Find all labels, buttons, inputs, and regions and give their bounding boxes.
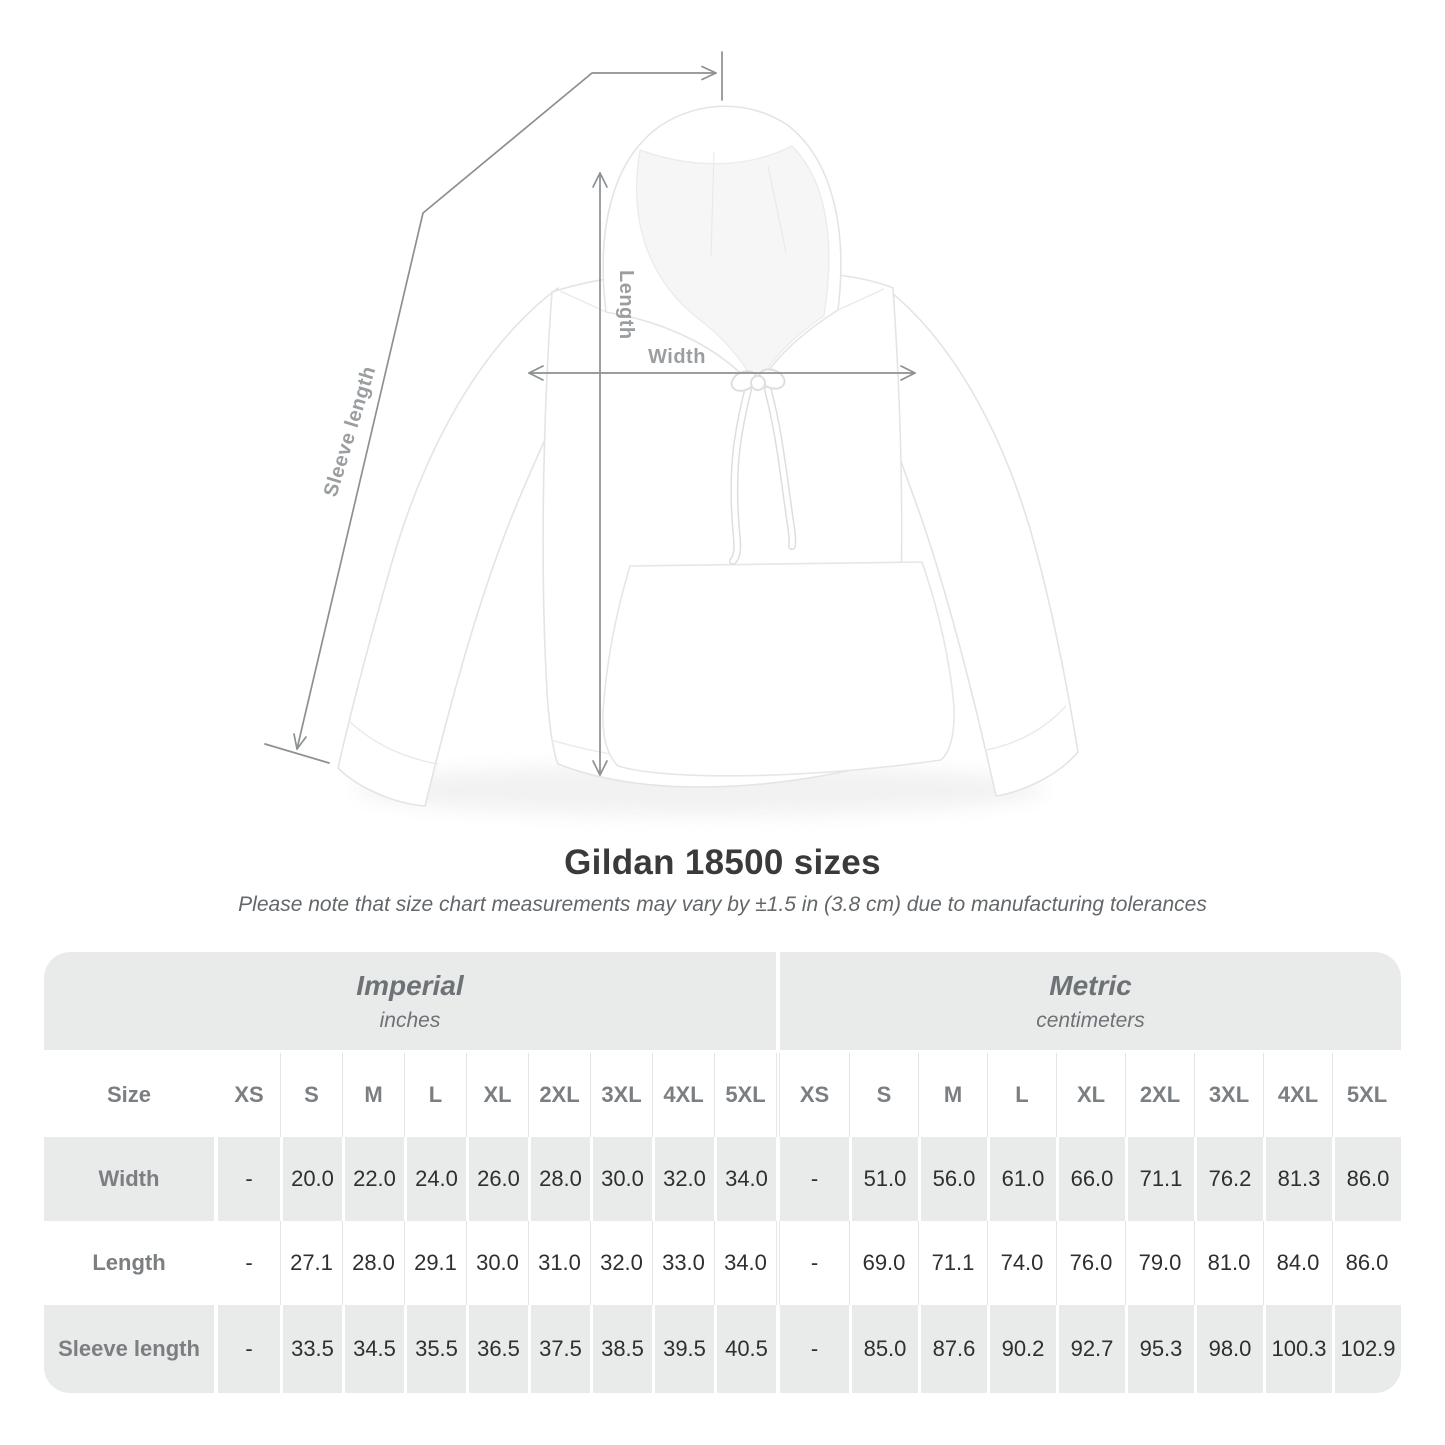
metric-value-cell-text: 98.0	[1208, 1336, 1252, 1361]
imperial-value-cell-text: 34.0	[725, 1166, 768, 1191]
imperial-value-cell-text: -	[245, 1250, 253, 1275]
imperial-value-cell	[528, 1221, 590, 1305]
metric-value-cell	[1263, 1137, 1332, 1221]
imperial-size-col-header	[466, 1053, 528, 1137]
row-label	[44, 1221, 218, 1305]
metric-value-cell-text: 84.0	[1276, 1250, 1320, 1275]
row-label	[44, 1137, 218, 1221]
metric-value-cell	[780, 1305, 849, 1393]
imperial-value-cell	[590, 1137, 652, 1221]
imperial-value-cell	[590, 1221, 652, 1305]
imperial-value-cell-text: 29.1	[414, 1250, 457, 1275]
row-label-text: Width	[98, 1166, 160, 1191]
imperial-value-cell-text: 38.5	[601, 1336, 644, 1361]
metric-value-cell-text: 81.0	[1207, 1250, 1251, 1275]
unit-group-header	[44, 952, 1401, 1050]
imperial-size-col-header-text: 5XL	[725, 1082, 766, 1107]
imperial-value-cell-text: -	[245, 1166, 253, 1191]
metric-size-col-header-text: 4XL	[1277, 1082, 1319, 1107]
metric-value-cell	[849, 1305, 918, 1393]
imperial-value-cell	[466, 1221, 528, 1305]
imperial-group-title: Imperial	[356, 969, 464, 1001]
metric-size-col-header-text: XS	[799, 1082, 830, 1107]
imperial-value-cell-text: 30.0	[601, 1166, 644, 1191]
imperial-value-cell	[280, 1137, 342, 1221]
imperial-value-cell	[466, 1305, 528, 1393]
imperial-size-col-header-text: S	[304, 1082, 319, 1107]
imperial-value-cell-text: 35.5	[415, 1336, 458, 1361]
tolerance-note: Please note that size chart measurements may vary by ±1.5 in (3.8 cm) due to manufacturing tolerances	[238, 893, 1207, 916]
hoodie-left-sleeve	[338, 288, 564, 806]
imperial-value-cell	[280, 1305, 342, 1393]
metric-value-cell	[1194, 1137, 1263, 1221]
metric-value-cell-text: 85.0	[863, 1336, 907, 1361]
imperial-value-cell-text: 28.0	[539, 1166, 582, 1191]
metric-value-cell	[1056, 1137, 1125, 1221]
imperial-size-col-header-text: 3XL	[601, 1082, 642, 1107]
measurement-row	[44, 1305, 1401, 1393]
imperial-value-cell-text: 39.5	[663, 1336, 706, 1361]
metric-size-col-header	[849, 1053, 918, 1137]
imperial-value-cell	[652, 1137, 714, 1221]
metric-value-cell-text: 86.0	[1345, 1250, 1389, 1275]
metric-value-cell	[987, 1221, 1056, 1305]
metric-value-cell-text: 95.3	[1139, 1336, 1183, 1361]
imperial-value-cell	[404, 1305, 466, 1393]
imperial-value-cell	[714, 1137, 776, 1221]
metric-value-cell-text: 76.0	[1069, 1250, 1113, 1275]
imperial-value-cell-text: 24.0	[415, 1166, 458, 1191]
imperial-size-col-header-text: XL	[483, 1082, 512, 1107]
imperial-value-cell-text: 31.0	[538, 1250, 581, 1275]
imperial-value-cell-text: 40.5	[725, 1336, 768, 1361]
metric-value-cell-text: 81.3	[1277, 1166, 1321, 1191]
metric-group-title: Metric	[1049, 969, 1132, 1001]
metric-value-cell-text: 79.0	[1138, 1250, 1182, 1275]
metric-size-col-header	[987, 1053, 1056, 1137]
imperial-group-unit: inches	[379, 1008, 441, 1032]
imperial-size-col-header	[280, 1053, 342, 1137]
imperial-value-cell	[714, 1305, 776, 1393]
imperial-value-cell-text: 32.0	[600, 1250, 643, 1275]
metric-value-cell	[918, 1137, 987, 1221]
imperial-value-cell-text: 22.0	[353, 1166, 396, 1191]
metric-value-cell	[780, 1221, 849, 1305]
imperial-size-col-header	[342, 1053, 404, 1137]
imperial-value-cell-text: 34.0	[724, 1250, 767, 1275]
imperial-value-cell-text: 30.0	[476, 1250, 519, 1275]
width-label: Width	[648, 346, 706, 368]
size-table-rows	[44, 1053, 1401, 1393]
metric-value-cell-text: -	[810, 1166, 819, 1191]
imperial-value-cell-text: 37.5	[539, 1336, 582, 1361]
metric-value-cell	[1056, 1221, 1125, 1305]
row-label-text: Length	[92, 1250, 166, 1275]
metric-value-cell-text: -	[810, 1250, 819, 1275]
imperial-value-cell-text: 27.1	[290, 1250, 333, 1275]
imperial-size-col-header	[652, 1053, 714, 1137]
metric-size-col-header-text: M	[943, 1082, 963, 1107]
imperial-value-cell	[528, 1305, 590, 1393]
imperial-value-cell	[652, 1305, 714, 1393]
hoodie-pocket	[603, 562, 954, 776]
metric-value-cell	[1194, 1305, 1263, 1393]
metric-size-col-header	[780, 1053, 849, 1137]
metric-value-cell-text: 71.1	[1139, 1166, 1183, 1191]
row-label-text: Sleeve length	[58, 1336, 200, 1361]
sleeve-length-label: Sleeve length	[319, 363, 381, 500]
metric-value-cell	[1056, 1305, 1125, 1393]
metric-size-col-header-text: L	[1015, 1082, 1029, 1107]
imperial-value-cell	[342, 1137, 404, 1221]
imperial-value-cell	[218, 1137, 280, 1221]
imperial-value-cell	[528, 1137, 590, 1221]
metric-value-cell-text: 90.2	[1001, 1336, 1045, 1361]
imperial-size-col-header-text: 2XL	[539, 1082, 580, 1107]
imperial-size-col-header	[590, 1053, 652, 1137]
metric-value-cell-text: -	[810, 1336, 819, 1361]
metric-size-col-header	[1194, 1053, 1263, 1137]
metric-size-col-header-text: 5XL	[1346, 1082, 1388, 1107]
metric-value-cell-text: 92.7	[1070, 1336, 1114, 1361]
heading-block	[0, 843, 1445, 917]
imperial-value-cell	[218, 1221, 280, 1305]
imperial-value-cell-text: 32.0	[663, 1166, 706, 1191]
metric-value-cell-text: 76.2	[1208, 1166, 1252, 1191]
measurement-row	[44, 1221, 1401, 1305]
metric-size-col-header	[1332, 1053, 1401, 1137]
metric-value-cell-text: 87.6	[932, 1336, 976, 1361]
imperial-value-cell	[280, 1221, 342, 1305]
size-header-row	[44, 1053, 1401, 1137]
imperial-size-col-header-text: 4XL	[663, 1082, 704, 1107]
imperial-size-col-header	[404, 1053, 466, 1137]
imperial-value-cell-text: 28.0	[352, 1250, 395, 1275]
imperial-value-cell-text: 26.0	[477, 1166, 520, 1191]
metric-value-cell	[1125, 1221, 1194, 1305]
metric-value-cell	[1332, 1137, 1401, 1221]
metric-value-cell-text: 71.1	[931, 1250, 975, 1275]
metric-value-cell-text: 56.0	[932, 1166, 976, 1191]
imperial-value-cell-text: 33.5	[291, 1336, 334, 1361]
imperial-size-col-header	[714, 1053, 776, 1137]
metric-size-col-header-text: 2XL	[1139, 1082, 1181, 1107]
length-label: Length	[615, 270, 637, 340]
measurement-row	[44, 1137, 1401, 1221]
imperial-value-cell-text: -	[245, 1336, 253, 1361]
imperial-value-cell-text: 33.0	[662, 1250, 705, 1275]
metric-value-cell	[918, 1221, 987, 1305]
metric-value-cell	[849, 1221, 918, 1305]
metric-size-col-header	[1056, 1053, 1125, 1137]
imperial-value-cell-text: 34.5	[353, 1336, 396, 1361]
imperial-size-col-header-text: XS	[234, 1082, 264, 1107]
metric-size-col-header	[918, 1053, 987, 1137]
imperial-value-cell-text: 36.5	[477, 1336, 520, 1361]
metric-value-cell-text: 74.0	[1000, 1250, 1044, 1275]
metric-group-header	[780, 952, 1401, 1050]
imperial-value-cell	[342, 1305, 404, 1393]
imperial-value-cell-text: 20.0	[291, 1166, 334, 1191]
metric-value-cell	[849, 1137, 918, 1221]
metric-size-col-header	[1263, 1053, 1332, 1137]
imperial-value-cell	[218, 1305, 280, 1393]
metric-value-cell	[780, 1137, 849, 1221]
metric-value-cell-text: 86.0	[1346, 1166, 1390, 1191]
metric-value-cell	[1194, 1221, 1263, 1305]
metric-size-col-header-text: 3XL	[1208, 1082, 1250, 1107]
metric-value-cell	[987, 1137, 1056, 1221]
imperial-value-cell	[652, 1221, 714, 1305]
imperial-size-col-header	[218, 1053, 280, 1137]
metric-size-col-header-text: S	[876, 1082, 892, 1107]
imperial-size-col-header	[528, 1053, 590, 1137]
imperial-value-cell	[404, 1137, 466, 1221]
imperial-value-cell	[590, 1305, 652, 1393]
metric-size-col-header-text: XL	[1076, 1082, 1106, 1107]
metric-value-cell	[1263, 1221, 1332, 1305]
imperial-value-cell	[714, 1221, 776, 1305]
metric-value-cell-text: 102.9	[1340, 1336, 1396, 1361]
imperial-value-cell	[342, 1221, 404, 1305]
metric-value-cell-text: 100.3	[1271, 1336, 1327, 1361]
metric-value-cell	[1125, 1305, 1194, 1393]
metric-value-cell	[987, 1305, 1056, 1393]
imperial-size-col-header-text: L	[428, 1082, 443, 1107]
metric-value-cell	[1332, 1305, 1401, 1393]
size-table	[44, 952, 1401, 1393]
metric-value-cell	[1332, 1221, 1401, 1305]
size-header-label	[44, 1053, 218, 1137]
size-header-label-text: Size	[106, 1082, 152, 1107]
metric-size-col-header	[1125, 1053, 1194, 1137]
imperial-value-cell	[466, 1137, 528, 1221]
metric-value-cell	[1125, 1137, 1194, 1221]
metric-value-cell-text: 61.0	[1001, 1166, 1045, 1191]
metric-value-cell	[918, 1305, 987, 1393]
metric-value-cell-text: 69.0	[862, 1250, 906, 1275]
metric-value-cell	[1263, 1305, 1332, 1393]
imperial-value-cell	[404, 1221, 466, 1305]
metric-value-cell-text: 66.0	[1070, 1166, 1114, 1191]
metric-group-unit: centimeters	[1036, 1008, 1145, 1032]
page-title: Gildan 18500 sizes	[564, 843, 881, 882]
imperial-group-header	[44, 952, 776, 1050]
metric-value-cell-text: 51.0	[863, 1166, 907, 1191]
row-label	[44, 1305, 218, 1393]
imperial-size-col-header-text: M	[364, 1082, 383, 1107]
